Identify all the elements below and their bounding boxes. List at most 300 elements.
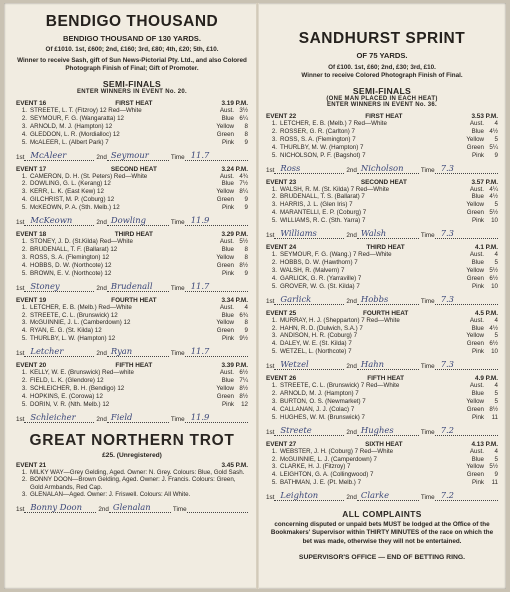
runner-colour: Pink [471, 413, 484, 421]
result-time-label: Time [170, 284, 185, 292]
runner-number: 1. [21, 468, 27, 476]
result-second-label: 2nd [346, 166, 357, 174]
runner-name: GILCHRIST, M. P. (Coburg) 12 [30, 196, 115, 204]
event-block [266, 441, 498, 502]
runner-name: McGUINNIE, L. J. (Camperdown) 7 [280, 455, 377, 463]
runner-colour: Yellow [216, 188, 234, 196]
trot-time-blank [187, 505, 248, 513]
runner-colour: Green [216, 130, 234, 138]
result-time-label: Time [420, 232, 435, 240]
runner-handicap: 8 [244, 130, 248, 138]
result-second-label: 2nd [346, 297, 357, 305]
time-written: 11.7 [185, 150, 248, 161]
runner-handicap: 4½ [489, 193, 498, 201]
event-number: EVENT 23 [266, 178, 297, 186]
first-place-written: Garlick [274, 294, 344, 305]
runner-number: 2. [21, 180, 27, 188]
runner-colour: Green [466, 143, 484, 151]
result-time-label: Time [420, 166, 435, 174]
runner-colour: Green [466, 209, 484, 217]
runner-name: FIELD, L. K. (Glendore) 12 [30, 377, 104, 385]
heat-name: THIRD HEAT [114, 231, 153, 239]
heat-name: FOURTH HEAT [111, 296, 157, 304]
runner-name: STREETE, C. L. (Brunswick) 12 [30, 311, 118, 319]
runner-number: 2. [21, 377, 27, 385]
runner-handicap: 8 [244, 122, 248, 130]
trot-first-written: Bonny Doon [24, 502, 96, 513]
result-line [266, 424, 498, 436]
runner-name: HOBBS, D. W. (Hawthorn) 7 [280, 258, 358, 266]
enter-winners-note: ENTER WINNERS IN EVENT No. 20. [76, 89, 187, 95]
runner-row [266, 398, 498, 406]
runner-handicap: 9½ [239, 335, 248, 343]
runner-colour: Aust. [219, 107, 234, 114]
runner-row [16, 262, 248, 270]
event-number: EVENT 22 [266, 113, 297, 120]
time-written: 7.3 [435, 359, 498, 370]
bendigo-subtitle: BENDIGO THOUSAND OF 130 YARDS. [63, 34, 201, 43]
event-number: EVENT 25 [266, 309, 297, 317]
runner-number: 3. [271, 201, 277, 209]
runner-number: 4. [271, 340, 277, 348]
event-time: 3.24 P.M. [221, 165, 248, 173]
runner-number: 5. [271, 282, 277, 290]
result-second-label: 2nd [346, 363, 357, 371]
runner-row [16, 107, 248, 115]
result-time-label: Time [172, 506, 187, 514]
runner-row [16, 238, 248, 246]
runner-handicap: 6¼ [239, 114, 248, 122]
runner-number: 1. [271, 251, 277, 259]
runner-row [266, 136, 498, 144]
runner-row [16, 173, 248, 181]
runner-row [266, 390, 498, 398]
runner-handicap: 6¾ [239, 311, 248, 319]
runner-handicap: 8½ [239, 261, 248, 269]
runner-name: McGUINNIE, J. L. (Camberdown) 12 [30, 319, 131, 327]
event-header [16, 231, 248, 238]
event-header [266, 244, 498, 251]
runner-handicap: 8 [244, 253, 248, 261]
result-line [266, 489, 498, 501]
runner-name: STREETE, L. T. (Fitzroy) 12 Red—White [30, 107, 142, 114]
time-written: 7.3 [435, 294, 498, 305]
runner-number: 2. [271, 193, 277, 201]
second-place-written: Dowling [107, 215, 169, 226]
runner-handicap: 5 [494, 135, 498, 143]
trot-runner-row [16, 491, 248, 499]
event-number: EVENT 16 [16, 100, 47, 107]
runner-colour: Aust. [219, 303, 234, 311]
runner-number: 2. [271, 258, 277, 266]
sandhurst-prizes: Of £100. 1st, £60; 2nd, £30; 3rd, £10. [328, 64, 436, 71]
result-first-label: 1st [16, 415, 25, 423]
second-place-written: Hobbs [357, 294, 419, 305]
result-second-label: 2nd [346, 428, 357, 436]
runner-name: CALLANAN, J. J. (Colac) 7 [280, 405, 355, 413]
runner-row [16, 115, 248, 123]
runner-colour: Yellow [216, 319, 234, 327]
runner-colour: Yellow [216, 384, 234, 392]
runner-colour: Green [216, 327, 234, 335]
runner-colour: Aust. [219, 238, 234, 246]
second-place-written: Brudenall [107, 281, 169, 292]
runner-number: 1. [21, 303, 27, 311]
heat-name: THIRD HEAT [366, 244, 405, 252]
runner-row [16, 139, 248, 147]
runner-name: DALEY, W. E. (St. Kilda) 7 [280, 340, 352, 348]
event-block [266, 113, 498, 174]
runner-name: THURLBY, L. W. (Hampton) 12 [30, 335, 116, 343]
runner-number: 2. [21, 114, 27, 122]
sandhurst-note: Winner to receive Colored Photograph Finish of Final. [301, 72, 463, 79]
runner-handicap: 7¼ [239, 377, 248, 385]
runner-handicap: 8½ [239, 384, 248, 392]
runner-number: 5. [271, 413, 277, 421]
event-block [16, 166, 248, 227]
trot-runner-desc: GLENALAN—Aged. Owner: J. Friswell. Colours: All White. [30, 491, 191, 499]
second-place-written: Clarke [357, 490, 419, 501]
second-place-written: Ryan [107, 346, 169, 357]
bendigo-title: BENDIGO THOUSAND [45, 13, 219, 30]
runner-colour: Yellow [466, 332, 484, 340]
runner-row [16, 393, 248, 401]
trot-second-written: Glenalan [109, 502, 171, 513]
runner-row [266, 193, 498, 201]
runner-number: 5. [271, 217, 277, 225]
runner-handicap: 6½ [489, 274, 498, 282]
race-program-sheet [4, 3, 506, 589]
runner-handicap: 4 [494, 251, 498, 259]
heat-name: SIXTH HEAT [365, 440, 403, 448]
runner-row [266, 128, 498, 136]
runner-number: 1. [21, 172, 27, 180]
runner-handicap: 5 [494, 390, 498, 398]
second-place-written: Nicholson [357, 163, 419, 174]
runner-handicap: 5 [494, 258, 498, 266]
runner-name: ROSS, S. A. (Flemington) 12 [30, 253, 110, 261]
event-number: EVENT 24 [266, 244, 297, 252]
runner-name: BRUDENALL, T. F. (Ballarat) 12 [30, 245, 118, 253]
runner-number: 3. [271, 397, 277, 405]
runner-row [16, 327, 248, 335]
event-block [16, 231, 248, 292]
runner-handicap: 4 [494, 316, 498, 324]
runner-colour: Aust. [219, 369, 234, 377]
runner-handicap: 9 [244, 269, 248, 277]
trot-event-header [16, 462, 248, 469]
result-second-label: 2nd [98, 506, 109, 514]
first-place-written: McKeown [24, 215, 94, 226]
event-number: EVENT 27 [266, 440, 297, 448]
runner-colour: Pink [221, 400, 234, 408]
heat-name: FIRST HEAT [115, 100, 153, 107]
runner-number: 3. [21, 122, 27, 130]
runner-number: 3. [21, 491, 27, 499]
runner-number: 5. [21, 138, 27, 146]
runner-handicap: 4 [494, 382, 498, 390]
runner-handicap: 9 [494, 151, 498, 159]
runner-handicap: 9 [244, 204, 248, 212]
runner-colour: Blue [471, 324, 484, 332]
bendigo-prizes: Of £1010. 1st, £600; 2nd, £160; 3rd, £80; 4th, £20; 5th, £10. [45, 46, 219, 53]
semi-finals-heading-right: SEMI-FINALS [352, 86, 412, 96]
right-events [266, 113, 498, 501]
time-written: 11.7 [185, 281, 248, 292]
runner-handicap: 4 [244, 303, 248, 311]
event-header [266, 179, 498, 186]
runner-name: ROSSER, G. R. (Carlton) 7 [280, 127, 355, 135]
trot-runner-desc: BONNY DOON—Brown Gelding, Aged. Owner: J. Francis. Colours: Green, Gold Armbands, Red Cap. [30, 476, 236, 491]
runner-name: LETCHER, E. B. (Melb.) 7 Red—White [280, 120, 387, 127]
left-page [16, 3, 248, 513]
result-time-label: Time [420, 494, 435, 502]
runner-number: 5. [271, 348, 277, 356]
runner-number: 1. [271, 316, 277, 324]
event-time: 3.53 P.M. [471, 113, 498, 120]
heat-name: SECOND HEAT [110, 165, 157, 173]
runner-row [266, 332, 498, 340]
runner-name: BRUDENALL, T. S. (Ballarat) 7 [280, 193, 365, 201]
event-block [266, 375, 498, 436]
runner-row [16, 204, 248, 212]
trot-purse: £25. (Unregistered) [102, 451, 162, 459]
first-place-written: Wetzel [274, 359, 344, 370]
runner-row [266, 317, 498, 325]
event-header [16, 297, 248, 304]
result-line [16, 214, 248, 226]
trot-runner-row [16, 476, 248, 491]
runner-handicap: 9 [244, 327, 248, 335]
runner-handicap: 5 [494, 201, 498, 209]
result-time-label: Time [420, 297, 435, 305]
runner-number: 5. [21, 269, 27, 277]
runner-handicap: 5½ [489, 463, 498, 471]
runner-name: KELLY, W. E. (Brunswick) Red—white [30, 369, 134, 377]
sandhurst-subtitle: OF 75 YARDS. [356, 51, 408, 60]
runner-row [266, 267, 498, 275]
runner-number: 3. [21, 253, 27, 261]
first-place-written: Schleicher [24, 412, 94, 423]
result-time-label: Time [170, 415, 185, 423]
runner-name: THURLBY, M. W. (Hampton) 7 [280, 143, 364, 151]
runner-name: SCHLEICHER, B. H. (Bendigo) 12 [30, 384, 125, 392]
result-second-label: 2nd [346, 232, 357, 240]
runner-number: 5. [21, 335, 27, 343]
one-man-placed-note: (ONE MAN PLACED IN EACH HEAT) [326, 96, 438, 102]
semi-finals-heading: SEMI-FINALS [102, 79, 162, 89]
second-place-written: Hahn [357, 359, 419, 370]
runner-handicap: 7½ [239, 180, 248, 188]
runner-name: STONEY, J. D. (St.Kilda) Red—White [30, 238, 133, 246]
result-first-label: 1st [266, 494, 275, 502]
runner-row [16, 270, 248, 278]
runner-number: 4. [21, 261, 27, 269]
trot-runner-row [16, 469, 248, 477]
time-written: 11.7 [185, 346, 248, 357]
runner-row [266, 152, 498, 160]
runner-row [266, 217, 498, 225]
result-time-label: Time [170, 219, 185, 227]
runner-row [266, 251, 498, 259]
enter-winners-note-right: ENTER WINNERS IN EVENT No. 36. [326, 102, 437, 108]
runner-number: 1. [21, 107, 27, 114]
runner-handicap: 8¼ [239, 188, 248, 196]
result-first-label: 1st [16, 350, 25, 358]
runner-handicap: 9 [494, 471, 498, 479]
trot-title: GREAT NORTHERN TROT [29, 431, 235, 449]
event-header [266, 441, 498, 448]
second-place-written: Walsh [357, 228, 419, 239]
event-header [16, 166, 248, 173]
runner-name: HAHN, R. D. (Dulwich, S.A.) 7 [280, 324, 363, 332]
runner-handicap: 10 [491, 217, 498, 225]
time-written: 7.2 [435, 425, 498, 436]
runner-colour: Yellow [466, 397, 484, 405]
right-page [266, 3, 498, 561]
runner-name: WEBSTER, J. H. (Coburg) 7 Red—White [280, 447, 394, 455]
runner-colour: Green [466, 274, 484, 282]
result-time-label: Time [420, 363, 435, 371]
runner-number: 1. [271, 382, 277, 390]
runner-row [16, 335, 248, 343]
event-time: 4.5 P.M. [475, 309, 498, 317]
runner-number: 2. [271, 455, 277, 463]
event-time: 3.57 P.M. [471, 178, 498, 186]
runner-colour: Pink [221, 204, 234, 212]
complaints-text: concerning disputed or unpaid bets MUST be lodged at the Office of the Bookmakers' Supervisor within THIRTY MINUTES of the race on which the bet was made, otherwise they will not be entertained. [270, 521, 494, 545]
runner-colour: Green [466, 471, 484, 479]
runner-row [16, 254, 248, 262]
runner-row [266, 120, 498, 128]
runner-handicap: 8 [244, 245, 248, 253]
runner-row [16, 304, 248, 312]
runner-handicap: 8 [244, 319, 248, 327]
runner-name: HOPKINS, E. (Corowa) 12 [30, 392, 103, 400]
runner-row [266, 186, 498, 194]
runner-colour: Aust. [469, 120, 484, 127]
event-time: 4.1 P.M. [475, 244, 498, 252]
runner-colour: Yellow [466, 463, 484, 471]
time-written: 7.3 [435, 228, 498, 239]
event-number: EVENT 19 [16, 296, 47, 304]
runner-row [16, 123, 248, 131]
runner-colour: Aust. [469, 316, 484, 324]
runner-name: ARNOLD, M. J. (Hampton) 12 [30, 122, 113, 130]
event-block [266, 310, 498, 371]
runner-number: 4. [271, 471, 277, 479]
event-time: 3.39 P.M. [221, 362, 248, 370]
runner-handicap: 5 [494, 332, 498, 340]
runner-row [16, 131, 248, 139]
runner-row [16, 377, 248, 385]
first-place-written: Stoney [24, 281, 94, 292]
runner-number: 4. [271, 209, 277, 217]
complaints-title: ALL COMPLAINTS [342, 509, 422, 520]
runner-colour: Blue [471, 455, 484, 463]
runner-handicap: 5½ [239, 238, 248, 246]
runner-colour: Aust. [469, 185, 484, 193]
runner-number: 4. [21, 130, 27, 138]
runner-colour: Pink [471, 282, 484, 290]
runner-colour: Green [466, 405, 484, 413]
first-place-written: Letcher [24, 346, 94, 357]
runner-handicap: 5 [494, 397, 498, 405]
runner-handicap: 4¼ [489, 185, 498, 193]
runner-handicap: 4½ [489, 127, 498, 135]
result-first-label: 1st [16, 153, 25, 161]
event-header [266, 113, 498, 120]
runner-handicap: 9 [244, 196, 248, 204]
event-time: 3.34 P.M. [221, 296, 248, 304]
second-place-written: Hughes [357, 425, 419, 436]
runner-handicap: 8½ [239, 392, 248, 400]
runner-colour: Green [216, 261, 234, 269]
supervisor-office-note: SUPERVISOR'S OFFICE — END OF BETTING RING. [298, 553, 466, 561]
runner-colour: Aust. [469, 382, 484, 390]
runner-colour: Yellow [466, 201, 484, 209]
runner-row [266, 479, 498, 487]
runner-row [16, 385, 248, 393]
runner-number: 2. [271, 127, 277, 135]
result-line [266, 293, 498, 305]
runner-handicap: 11 [491, 413, 498, 421]
runner-name: DOWLING, G. L. (Kerang) 12 [30, 180, 111, 188]
runner-row [266, 259, 498, 267]
runner-name: LETCHER, E. B. (Melb.) Red—White [30, 303, 132, 311]
runner-colour: Yellow [466, 266, 484, 274]
runner-number: 4. [21, 327, 27, 335]
runner-name: CAMERON, D. H. (St. Peters) Red—White [30, 172, 148, 180]
result-first-label: 1st [16, 506, 25, 514]
runner-number: 3. [21, 319, 27, 327]
result-time-label: Time [170, 350, 185, 358]
runner-colour: Green [216, 196, 234, 204]
result-second-label: 2nd [346, 494, 357, 502]
runner-handicap: 4½ [489, 324, 498, 332]
runner-row [266, 144, 498, 152]
result-first-label: 1st [266, 297, 275, 305]
event-number: EVENT 18 [16, 231, 47, 239]
result-line [266, 162, 498, 174]
runner-number: 1. [21, 238, 27, 246]
sandhurst-title: SANDHURST SPRINT [298, 30, 466, 47]
runner-name: SEYMOUR, F. G. (Wangaratta) 12 [30, 114, 124, 122]
runner-number: 4. [21, 392, 27, 400]
runner-number: 2. [21, 311, 27, 319]
result-second-label: 2nd [96, 153, 107, 161]
runner-name: WETZEL, L. (Northcote) 7 [280, 348, 352, 356]
runner-handicap: 6½ [489, 340, 498, 348]
result-first-label: 1st [16, 284, 25, 292]
runner-name: McALEER, L. (Albert Park) 7 [30, 138, 109, 146]
runner-name: McKEOWN, P. A. (Sth. Melb.) 12 [30, 204, 120, 212]
event-header [16, 100, 248, 107]
runner-handicap: 12 [241, 400, 248, 408]
runner-row [266, 448, 498, 456]
runner-name: LEIGHTON, G. A. (Collingwood) 7 [280, 471, 374, 479]
result-first-label: 1st [266, 363, 275, 371]
result-first-label: 1st [266, 428, 275, 436]
event-block [16, 100, 248, 161]
runner-number: 3. [271, 332, 277, 340]
runner-name: HOBBS, D. W. (Northcote) 12 [30, 261, 112, 269]
event-block [16, 362, 248, 423]
result-first-label: 1st [266, 232, 275, 240]
runner-name: WILLIAMS, R. C. (Sth. Yarra) 7 [280, 217, 366, 225]
runner-colour: Blue [471, 193, 484, 201]
runner-number: 5. [271, 479, 277, 487]
